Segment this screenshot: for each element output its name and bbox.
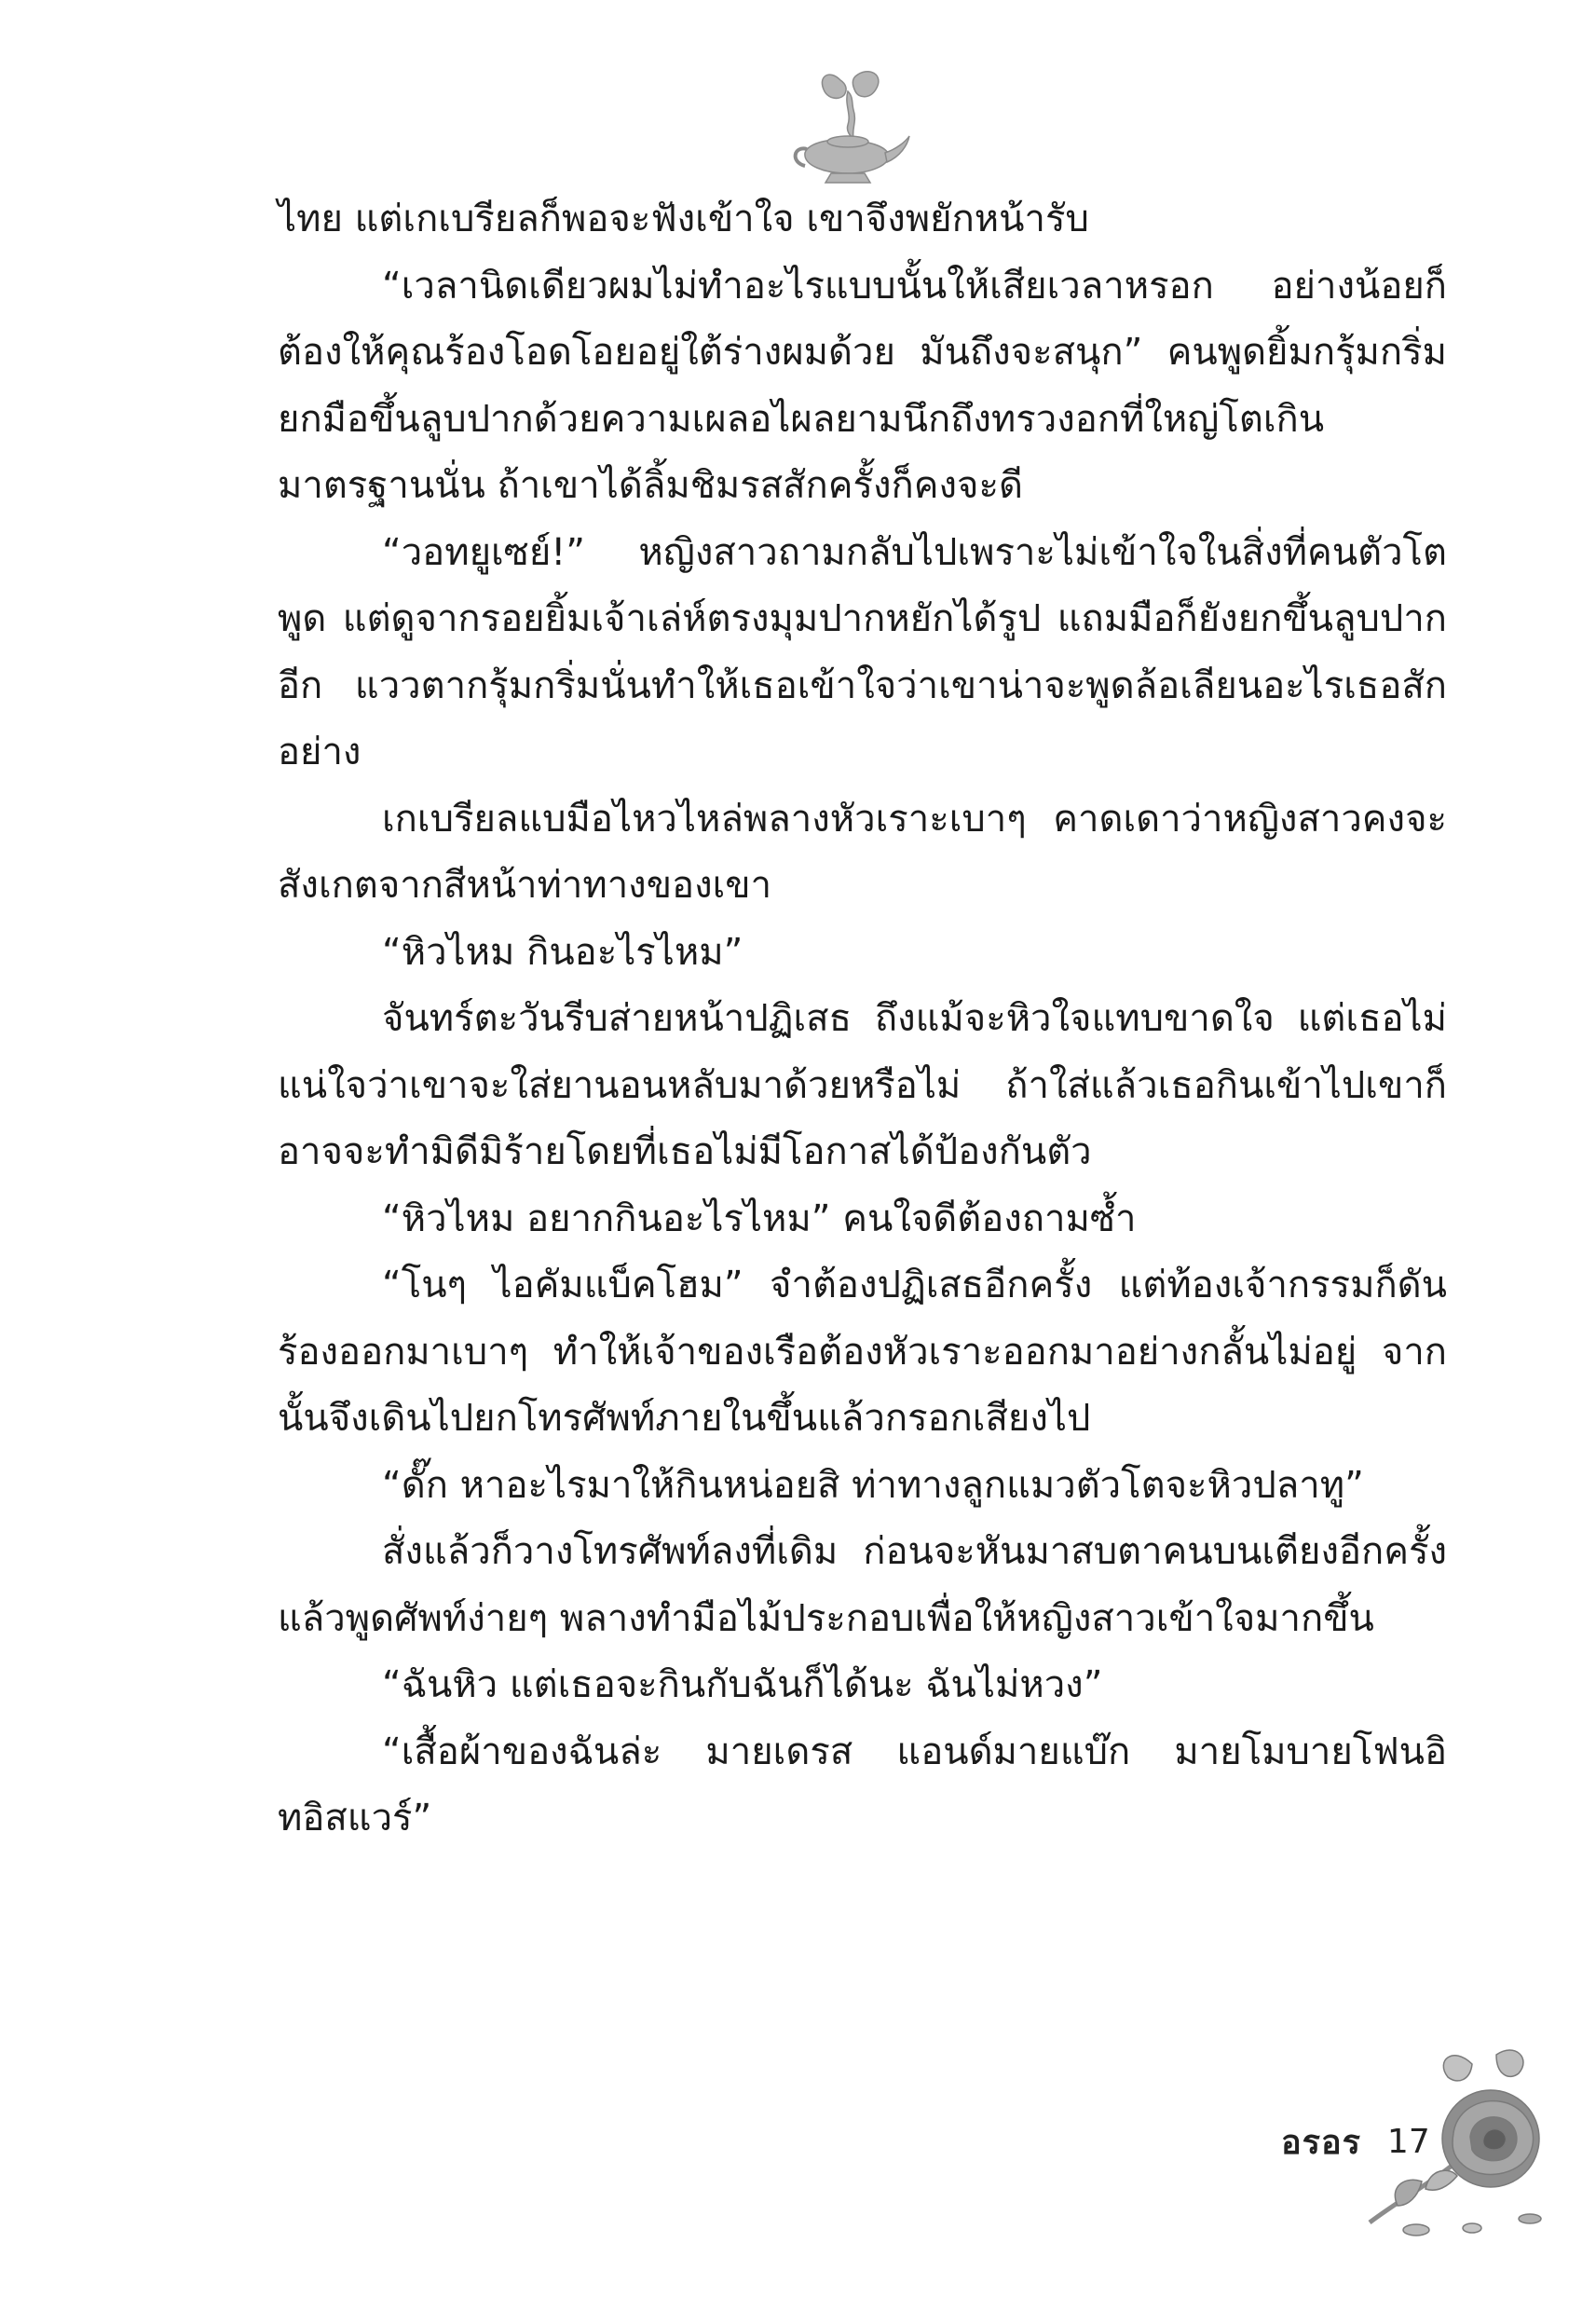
paragraph: จันทร์ตะวันรีบส่ายหน้าปฏิเสธ ถึงแม้จะหิวใจแทบขาดใจ แต่เธอไม่แน่ใจว่าเขาจะใส่ยานอนหลับมาด้วยหรือไม่ ถ้าใส่แล้วเธอกินเข้าไปเขาก็อาจจะทำมิดีมิร้ายโดยที่เธอไม่มีโอกาสได้ป้องกันตัว: [278, 997, 1447, 1173]
paragraph: “ดั๊ก หาอะไรมาให้กินหน่อยสิ ท่าทางลูกแมวตัวโตจะหิวปลาทู”: [382, 1463, 1364, 1507]
page-footer: [1281, 2113, 1430, 2169]
paragraph: “หิวไหม กินอะไรไหม”: [382, 930, 743, 974]
paragraph: “โนๆ ไอคัมแบ็คโฮม” จำต้องปฏิเสธอีกครั้ง แต่ท้องเจ้ากรรมก็ดันร้องออกมาเบาๆ ทำให้เจ้าของเรือต้องหัวเราะออกมาอย่างกลั้นไม่อยู่ จากนั้นจึงเดินไปยกโทรศัพท์ภายในขึ้นแล้วกรอกเสียงไป: [278, 1264, 1447, 1440]
paragraph: สั่งแล้วก็วางโทรศัพท์ลงที่เดิม ก่อนจะหันมาสบตาคนบนเตียงอีกครั้งแล้วพูดศัพท์ง่ายๆ พลางทำมือไม้ประกอบเพื่อให้หญิงสาวเข้าใจมากขึ้น: [278, 1530, 1447, 1640]
page-number: 17: [1386, 2122, 1430, 2161]
lamp-fairy-icon: [783, 63, 913, 203]
paragraph: “วอทยูเซย์!” หญิงสาวถามกลับไปเพราะไม่เข้าใจในสิ่งที่คนตัวโตพูด แต่ดูจากรอยยิ้มเจ้าเล่ห์ตรงมุมปากหยักได้รูป แถมมือก็ยังยกขึ้นลูบปากอีก แววตากรุ้มกริ่มนั่นทำให้เธอเข้าใจว่าเขาน่าจะพูดล้อเลียนอะไรเธอสักอย่าง: [278, 530, 1447, 773]
paragraph: “เวลานิดเดียวผมไม่ทำอะไรแบบนั้นให้เสียเวลาหรอก อย่างน้อยก็ต้องให้คุณร้องโอดโอยอยู่ใต้ร่างผมด้วย มันถึงจะสนุก” คนพูดยิ้มกรุ้มกริ่ม ยกมือขึ้นลูบปากด้วยความเผลอไผลยามนึกถึงทรวงอกที่ใหญ่โตเกินมาตรฐานนั่น ถ้าเขาได้ลิ้มชิมรสสักครั้งก็คงจะดี: [278, 264, 1447, 507]
paragraph: “ฉันหิว แต่เธอจะกินกับฉันก็ได้นะ ฉันไม่หวง”: [382, 1663, 1103, 1706]
paragraph: เกเบรียลแบมือไหวไหล่พลางหัวเราะเบาๆ คาดเดาว่าหญิงสาวคงจะสังเกตจากสีหน้าท่าทางของเขา: [278, 797, 1447, 907]
page-body: [278, 186, 1447, 1853]
book-title: อรอร: [1281, 2123, 1361, 2162]
paragraph: “เสื้อผ้าของฉันล่ะ มายเดรส แอนด์มายแบ๊ก มายโมบายโฟนอิทอิสแวร์”: [278, 1730, 1447, 1839]
paragraph: ไทย แต่เกเบรียลก็พอจะฟังเข้าใจ เขาจึงพยักหน้ารับ: [278, 198, 1089, 240]
paragraph: “หิวไหม อยากกินอะไรไหม” คนใจดีต้องถามซ้ำ: [382, 1197, 1137, 1240]
